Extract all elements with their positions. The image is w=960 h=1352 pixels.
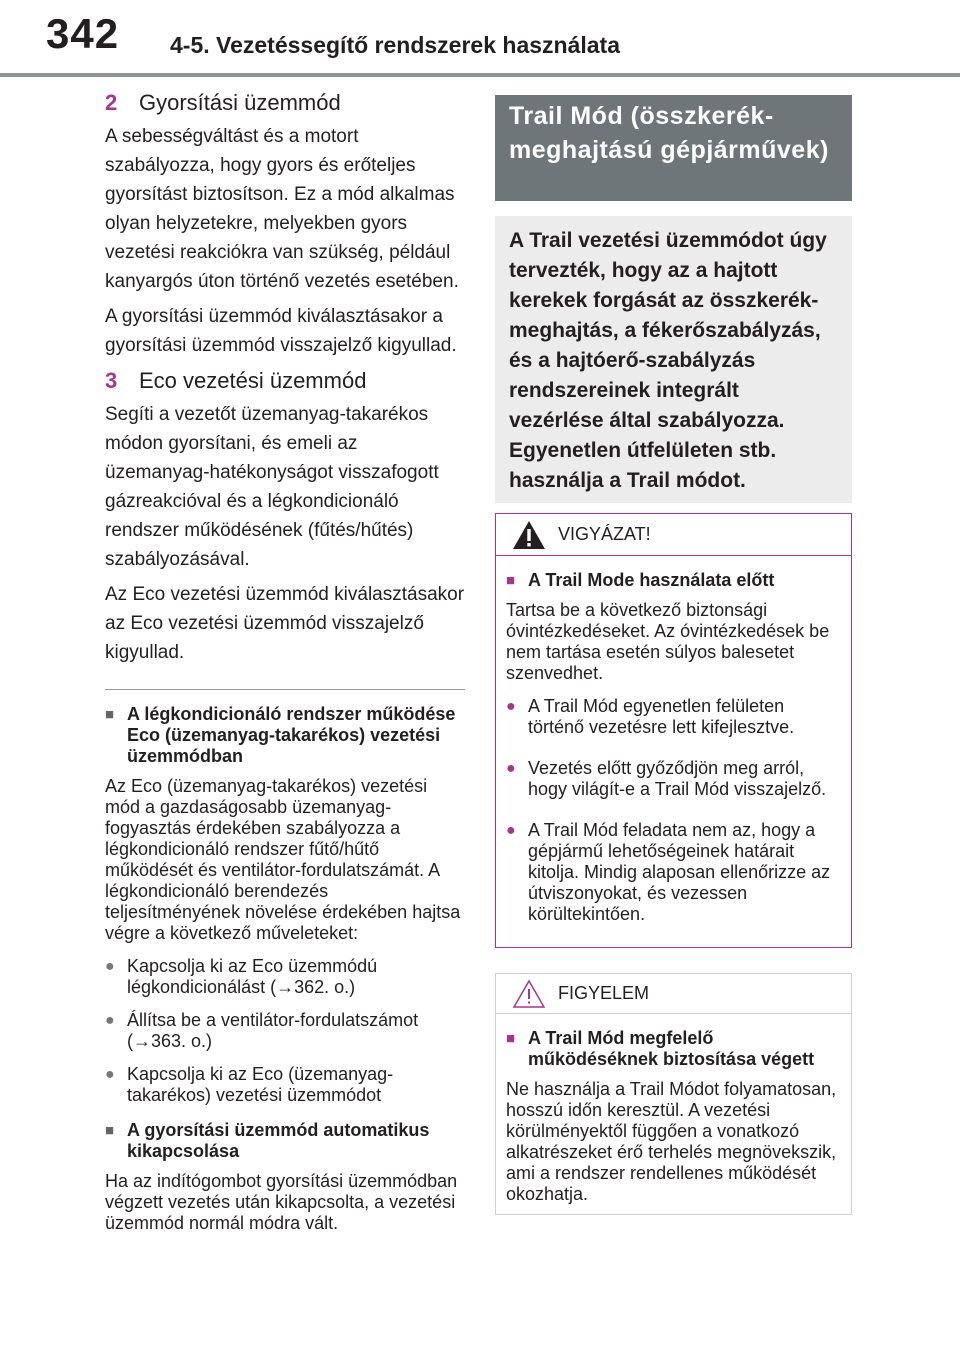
page-number: 342 — [46, 10, 120, 57]
paragraph: A gyorsítási üzemmód kiválasztásakor a gyorsítási üzemmód visszajelző kigyullad. — [105, 306, 457, 356]
paragraph: Ne használja a Trail Módot folyamatosan, hosszú időn keresztül. A vezetési körülményektől függően a vonatkozó alkatrészeket érő terhelés megnövekszik, ami a rendszer rendellenes működését okozhatja. — [506, 1079, 837, 1204]
caution-title-bar — [496, 514, 851, 556]
paragraph: Az Eco (üzemanyag-takarékos) vezetési mód a gazdaságosabb üzemanyag-fogyasztás érdekében szabályozza a légkondicionáló rendszer fűtő/hűtő működését és ventilátor-fordulatszámát. A légkondicionáló berendezés teljesítményének növelése érdekében hajtsa végre a következő műveleteket: — [105, 776, 461, 943]
trail-mode-heading: Trail Mód (összkerék-meghajtású gépjárművek) — [495, 95, 852, 201]
paragraph: A sebességváltást és a motort szabályozza, hogy gyors és erőteljes gyorsítást biztosítson. Ez a mód alkalmas olyan helyzetekre, melyekben gyors vezetési reakciókra van szükség, például kanyargós úton történő vezetés esetében. — [105, 126, 459, 292]
item-heading-eco — [105, 368, 465, 394]
notice-heading-text: A Trail Mód megfelelő működéséknek biztosítása végett — [528, 1028, 815, 1069]
item-title: Eco vezetési üzemmód — [139, 368, 367, 393]
subsection-heading-ac — [105, 704, 465, 767]
subsection-heading-text: A gyorsítási üzemmód automatikus kikapcsolása — [127, 1120, 430, 1161]
list-item — [105, 1010, 465, 1052]
caution-heading-text: A Trail Mode használata előtt — [528, 570, 775, 590]
list-item-text: Kapcsolja ki az Eco (üzemanyag-takarékos) vezetési üzemmódot — [127, 1064, 394, 1105]
list-item — [506, 820, 841, 925]
warning-triangle-outline-icon — [506, 979, 552, 1009]
square-bullet-icon: ■ — [105, 706, 115, 723]
circle-bullet-icon: ● — [506, 822, 516, 839]
circle-bullet-icon: ● — [105, 1012, 115, 1029]
circle-bullet-icon: ● — [105, 1066, 115, 1083]
square-bullet-icon: ■ — [105, 1122, 115, 1139]
notice-body — [496, 1014, 851, 1205]
list-item — [506, 696, 841, 738]
list-item-text: A Trail Mód feladata nem az, hogy a gépjármű lehetőségeinek határait kitolja. Mindig alaposan ellenőrizze az útviszonyokat, és vezessen körültekintően. — [528, 820, 831, 924]
square-bullet-icon: ■ — [506, 572, 516, 589]
list-item-text: Állítsa be a ventilátor-fordulatszámot (→363. o.) — [127, 1010, 419, 1051]
circle-bullet-icon: ● — [105, 958, 115, 975]
circle-bullet-icon: ● — [506, 760, 516, 777]
notice-heading — [506, 1028, 841, 1070]
caution-body — [496, 556, 851, 925]
list-item-text: Kapcsolja ki az Eco üzemmódú légkondicionálást (→362. o.) — [127, 956, 378, 997]
page-header — [0, 0, 960, 82]
circle-bullet-icon: ● — [506, 698, 516, 715]
paragraph: Ha az indítógombot gyorsítási üzemmódban végzett vezetés után kikapcsolta, a vezetési üzemmód normál módra vált. — [105, 1171, 458, 1233]
list-item-text: A Trail Mód egyenetlen felületen történő vezetésre lett kifejlesztve. — [528, 696, 795, 737]
paragraph: Tartsa be a következő biztonsági óvintézkedéseket. Az óvintézkedések be nem tartása esetén súlyos balesetet szenvedhet. — [506, 600, 830, 683]
section-title: 4-5. Vezetéssegítő rendszerek használata — [170, 32, 620, 58]
caution-box — [495, 513, 852, 948]
notice-title-bar — [496, 974, 851, 1014]
header-divider — [0, 73, 960, 77]
paragraph: Segíti a vezetőt üzemanyag-takarékos módon gyorsítani, és emeli az üzemanyag-hatékonyságot visszafogott gázreakcióval és a légkondicionáló rendszer működésének (fűtés/hűtés) szabályozásával. — [105, 404, 439, 570]
left-column — [105, 90, 465, 1234]
section-divider — [105, 689, 465, 690]
trail-mode-intro: A Trail vezetési üzemmódot úgy tervezték, hogy az a hajtott kerekek forgását az összkerék-meghajtás, a fékerőszabályzás, és a hajtóerő-szabályzás rendszereinek integrált vezérlése által szabályozza. Egyenetlen útfelületen stb. használja a Trail módot. — [495, 216, 852, 503]
notice-box — [495, 973, 852, 1215]
list-item — [105, 956, 465, 998]
item-number: 2 — [105, 90, 118, 115]
item-number: 3 — [105, 368, 118, 393]
item-title: Gyorsítási üzemmód — [139, 90, 341, 115]
list-item-text: Vezetés előtt győződjön meg arról, hogy világít-e a Trail Mód visszajelző. — [528, 758, 827, 799]
caution-label: VIGYÁZAT! — [558, 524, 651, 544]
paragraph: Az Eco vezetési üzemmód kiválasztásakor az Eco vezetési üzemmód visszajelző kigyullad. — [105, 584, 465, 663]
item-heading-acceleration — [105, 90, 465, 116]
list-item — [506, 758, 841, 800]
subsection-heading-text: A légkondicionáló rendszer működése Eco (üzemanyag-takarékos) vezetési üzemmódban — [127, 704, 456, 766]
list-item — [105, 1064, 465, 1106]
square-bullet-icon: ■ — [506, 1030, 516, 1047]
caution-heading — [506, 570, 841, 591]
notice-label: FIGYELEM — [558, 983, 650, 1003]
warning-triangle-icon — [506, 520, 552, 550]
subsection-heading-auto-off — [105, 1120, 465, 1162]
